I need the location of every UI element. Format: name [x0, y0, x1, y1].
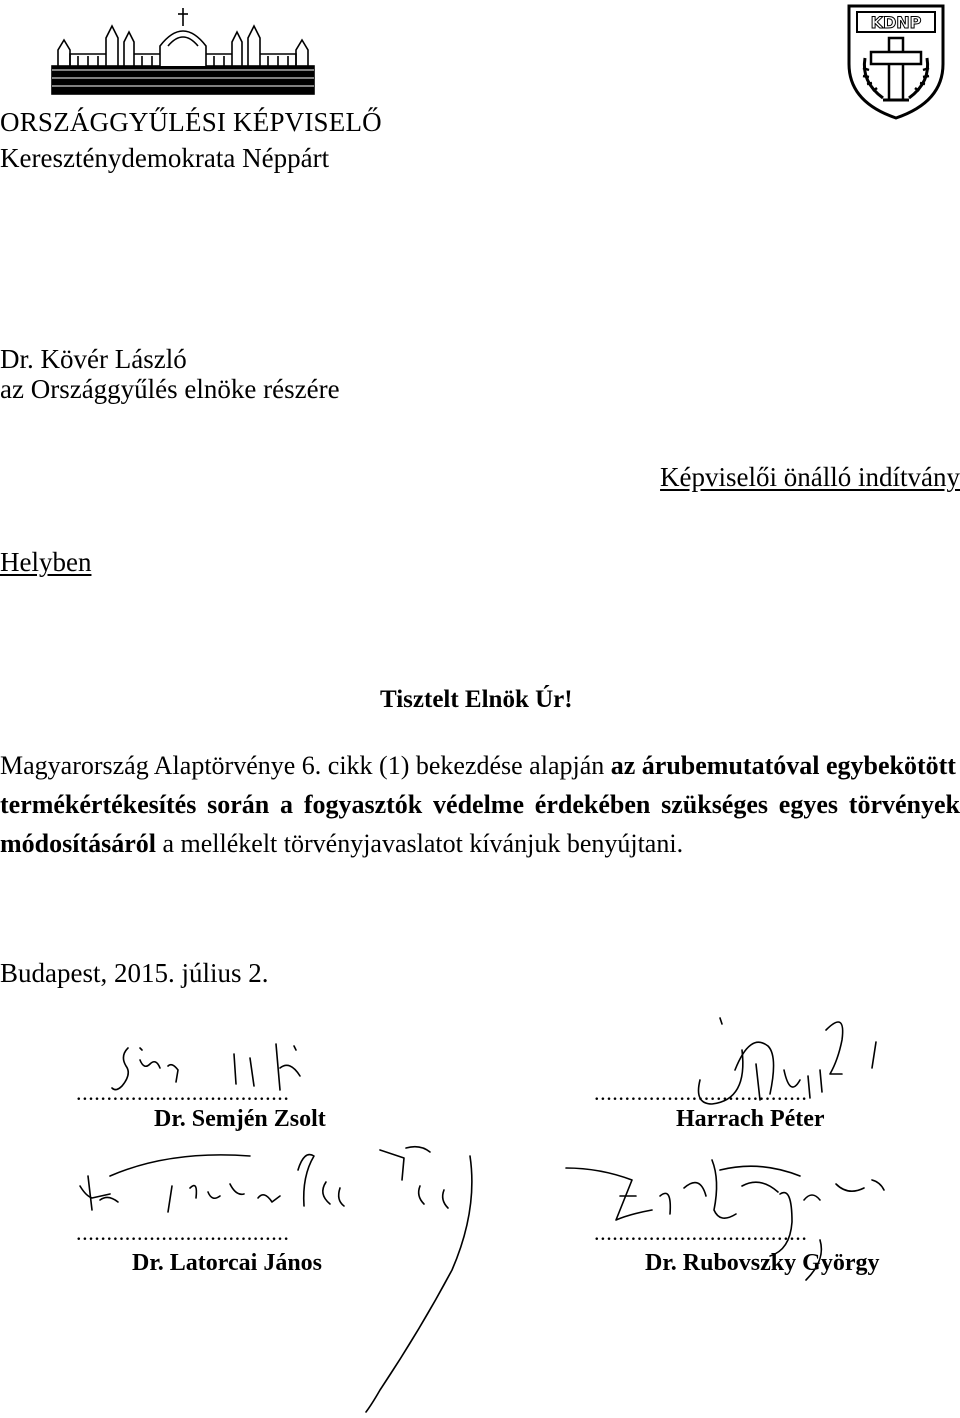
addressee-title: az Országgyűlés elnöke részére: [0, 374, 340, 404]
signature-line: ...................................: [76, 1080, 290, 1105]
signer-name: Harrach Péter: [676, 1106, 825, 1132]
signer-name: Dr. Semjén Zsolt: [154, 1106, 326, 1132]
body-word: egyes: [778, 790, 838, 819]
body-word: védelme: [433, 790, 524, 819]
signature-line: ...................................: [594, 1080, 808, 1105]
body-word: szükséges: [661, 790, 769, 819]
body-line-3-regular: a mellékelt törvényjavaslatot kívánjuk benyújtani.: [156, 829, 684, 858]
signature-harrach: [699, 1018, 877, 1104]
signature-latorcai: [80, 1147, 472, 1412]
signature-line: ...................................: [76, 1220, 290, 1245]
kdnp-logo-text: KDNP: [870, 13, 922, 32]
party-name: Kereszténydemokrata Néppárt: [0, 143, 330, 173]
body-word: fogyasztók: [303, 790, 423, 819]
location: Helyben: [0, 547, 92, 577]
representative-title: ORSZÁGGYŰLÉSI KÉPVISELŐ: [0, 107, 382, 137]
body-word: törvények: [848, 790, 960, 819]
body-line-1-regular: Magyarország Alaptörvénye 6. cikk (1) bekezdése alapján: [0, 751, 611, 780]
signature-rubovszky: [566, 1160, 884, 1280]
salutation: Tisztelt Elnök Úr!: [380, 686, 573, 713]
body-word: a: [280, 790, 294, 819]
signature-line: ...................................: [594, 1220, 808, 1245]
signer-name: Dr. Rubovszky György: [645, 1250, 880, 1276]
body-line-1-bold: az árubemutatóval egybekötött: [610, 751, 956, 780]
signature-semjen: [112, 1044, 300, 1090]
body-word: érdekében: [534, 790, 651, 819]
signer-name: Dr. Latorcai János: [132, 1250, 323, 1276]
body-line-3-bold: módosításáról: [0, 829, 156, 858]
date-line: Budapest, 2015. július 2.: [0, 958, 269, 988]
document-type: Képviselői önálló indítvány: [660, 462, 960, 492]
addressee-name: Dr. Kövér László: [0, 344, 187, 374]
body-word: termékértékesítés: [0, 790, 197, 819]
body-word: során: [207, 790, 270, 819]
